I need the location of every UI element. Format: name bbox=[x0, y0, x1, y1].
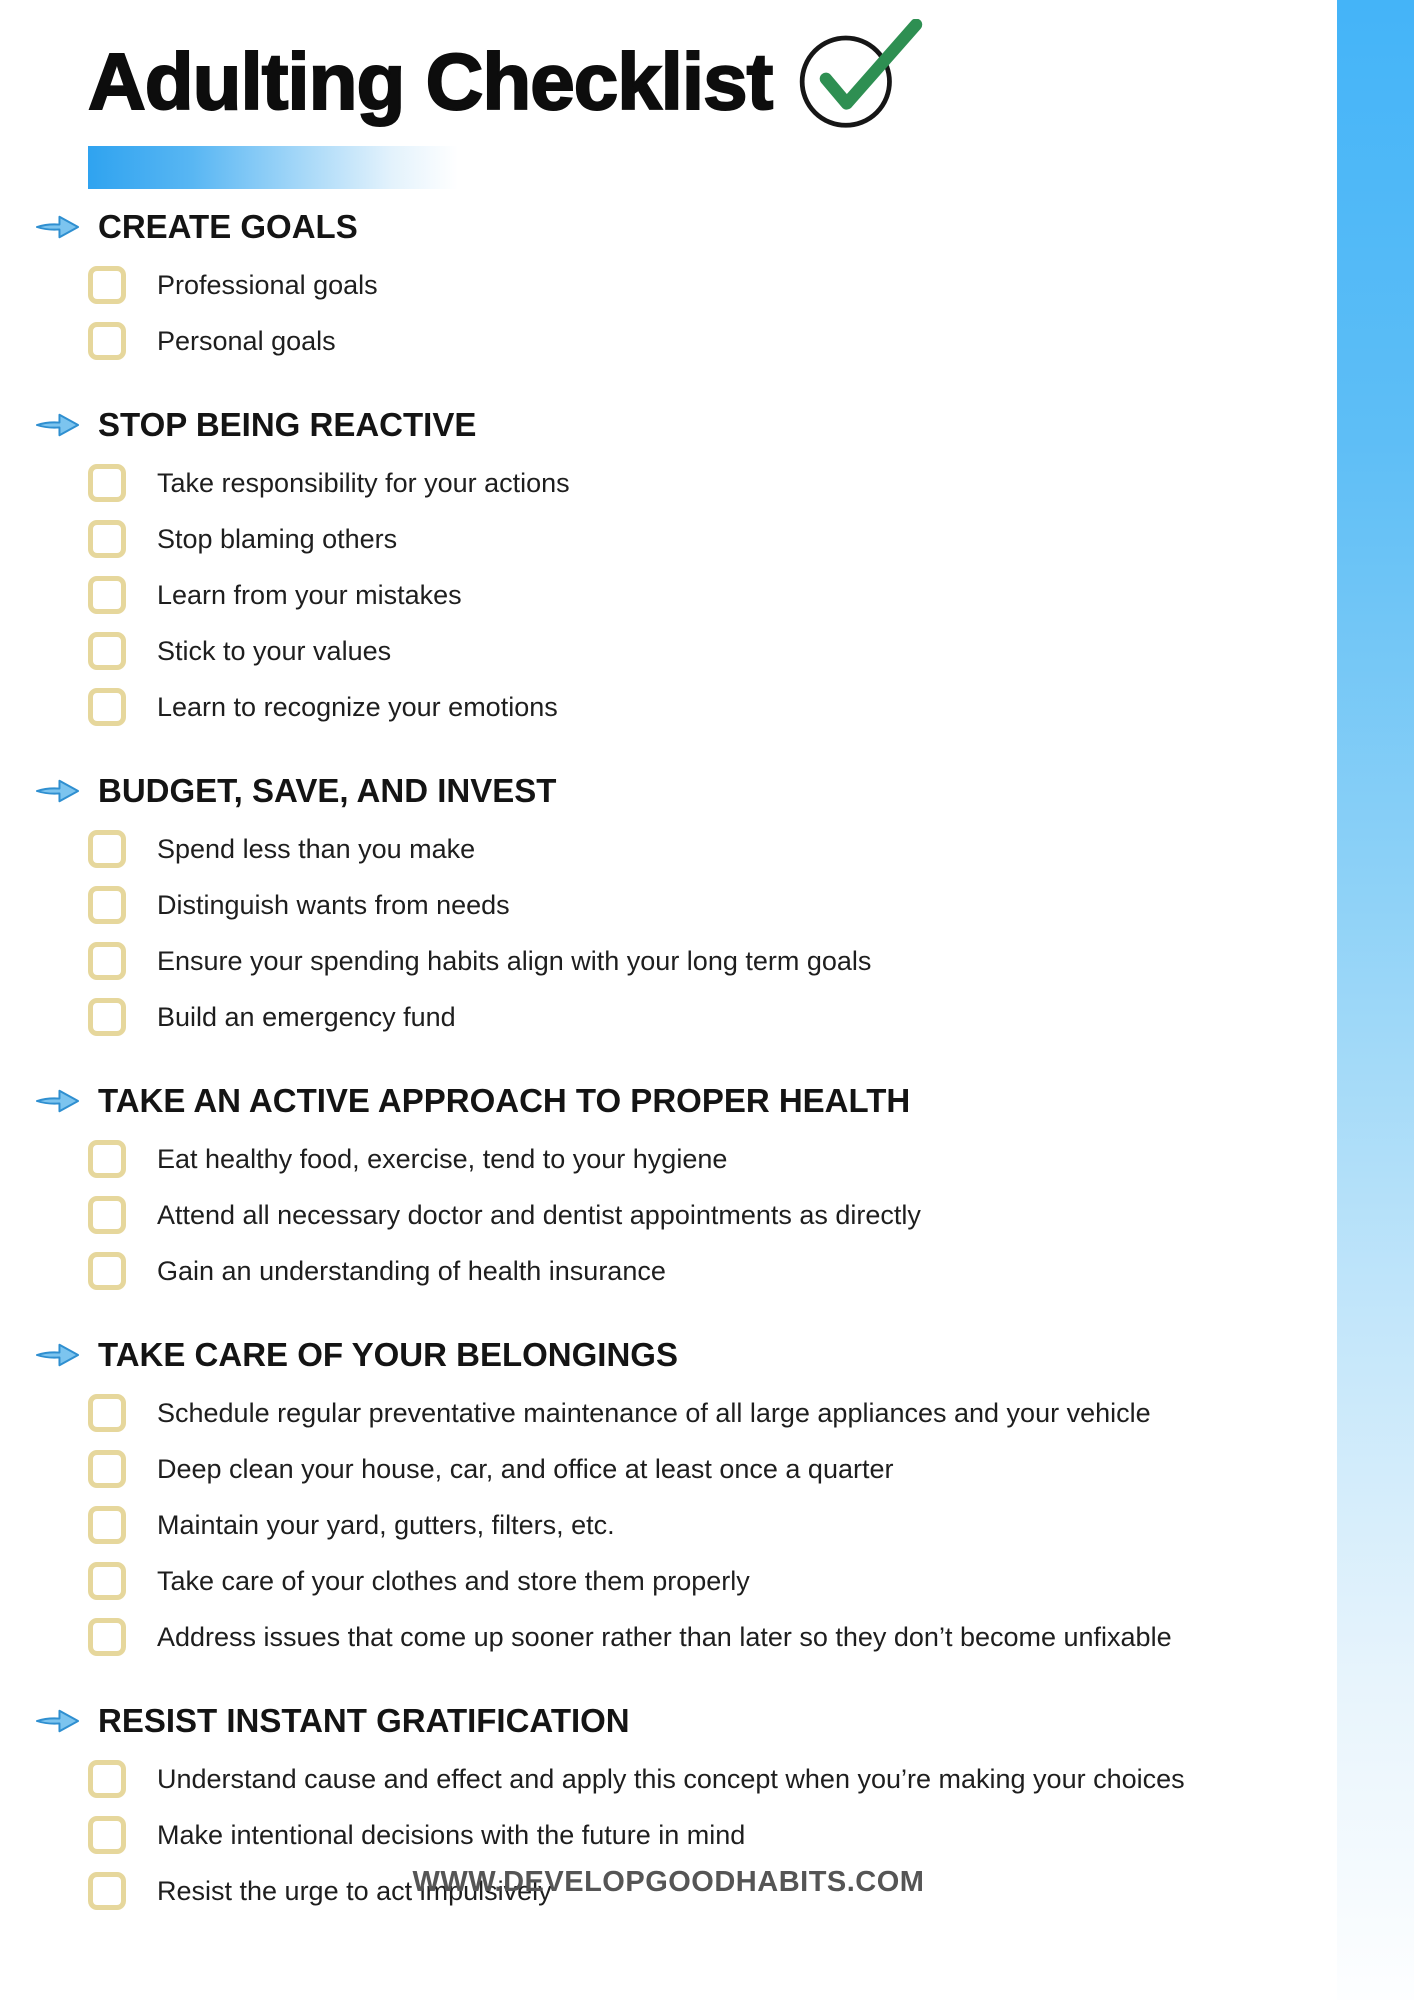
section-heading: BUDGET, SAVE, AND INVEST bbox=[98, 772, 557, 809]
checklist-item bbox=[0, 567, 1337, 623]
checkbox[interactable] bbox=[88, 576, 126, 614]
checkbox[interactable] bbox=[88, 942, 126, 980]
item-label: Resist the urge to act impulsively bbox=[157, 1875, 552, 1906]
checklist-item bbox=[0, 933, 1337, 989]
arrow-right-icon bbox=[34, 410, 81, 440]
item-label: Understand cause and effect and apply this concept when you’re making your choices bbox=[157, 1763, 1185, 1794]
checklist-item bbox=[0, 1441, 1337, 1497]
checklist-item bbox=[0, 1751, 1337, 1807]
item-label: Eat healthy food, exercise, tend to your hygiene bbox=[157, 1143, 728, 1174]
checkbox[interactable] bbox=[88, 1196, 126, 1234]
item-label: Learn to recognize your emotions bbox=[157, 691, 558, 722]
item-label: Personal goals bbox=[157, 325, 336, 356]
checkbox[interactable] bbox=[88, 1140, 126, 1178]
checkbox[interactable] bbox=[88, 632, 126, 670]
checkbox[interactable] bbox=[88, 1618, 126, 1656]
item-label: Learn from your mistakes bbox=[157, 579, 462, 610]
section-heading: TAKE AN ACTIVE APPROACH TO PROPER HEALTH bbox=[98, 1082, 911, 1119]
checklist-section-3 bbox=[0, 771, 1337, 1045]
checklist-item bbox=[0, 1553, 1337, 1609]
checklist-item bbox=[0, 623, 1337, 679]
checklist-item bbox=[0, 821, 1337, 877]
section-items bbox=[0, 257, 1337, 369]
checklist-item bbox=[0, 1131, 1337, 1187]
checkbox[interactable] bbox=[88, 266, 126, 304]
footer bbox=[0, 1866, 1337, 1899]
item-label: Make intentional decisions with the future in mind bbox=[157, 1819, 746, 1850]
checklist-item bbox=[0, 1187, 1337, 1243]
arrow-right-icon bbox=[34, 1086, 81, 1116]
checklist-section-4 bbox=[0, 1081, 1337, 1299]
arrow-right-icon bbox=[34, 1340, 81, 1370]
section-items bbox=[0, 1131, 1337, 1299]
section-heading: STOP BEING REACTIVE bbox=[98, 406, 477, 443]
section-header bbox=[0, 771, 1337, 811]
item-label: Build an emergency fund bbox=[157, 1001, 456, 1032]
item-label: Maintain your yard, gutters, filters, etc. bbox=[157, 1509, 615, 1540]
checkbox[interactable] bbox=[88, 464, 126, 502]
checklist-item bbox=[0, 313, 1337, 369]
website-url: WWW.DEVELOPGOODHABITS.COM bbox=[412, 1866, 925, 1898]
page-title: Adulting Checklist bbox=[88, 37, 773, 126]
item-label: Distinguish wants from needs bbox=[157, 889, 510, 920]
checklist-item bbox=[0, 679, 1337, 735]
circle-check-icon bbox=[798, 19, 924, 131]
section-header bbox=[0, 1335, 1337, 1375]
checklist-item bbox=[0, 1497, 1337, 1553]
item-label: Address issues that come up sooner rather than later so they don’t become unfixable bbox=[157, 1621, 1172, 1652]
checklist-item bbox=[0, 1609, 1337, 1665]
checkbox[interactable] bbox=[88, 1450, 126, 1488]
checklist-item bbox=[0, 1243, 1337, 1299]
section-header bbox=[0, 1701, 1337, 1741]
checkbox[interactable] bbox=[88, 998, 126, 1036]
checkbox[interactable] bbox=[88, 1252, 126, 1290]
item-label: Take care of your clothes and store them properly bbox=[157, 1565, 750, 1596]
section-header bbox=[0, 405, 1337, 445]
right-gradient-strip bbox=[1337, 0, 1414, 2000]
item-label: Schedule regular preventative maintenance of all large appliances and your vehicle bbox=[157, 1397, 1151, 1428]
checkbox[interactable] bbox=[88, 520, 126, 558]
checkbox[interactable] bbox=[88, 1506, 126, 1544]
section-items bbox=[0, 455, 1337, 735]
checkbox[interactable] bbox=[88, 322, 126, 360]
arrow-right-icon bbox=[34, 212, 81, 242]
title-gradient-bar bbox=[88, 146, 458, 189]
checklist-item bbox=[0, 877, 1337, 933]
item-label: Spend less than you make bbox=[157, 833, 476, 864]
checkbox[interactable] bbox=[88, 830, 126, 868]
item-label: Gain an understanding of health insurance bbox=[157, 1255, 666, 1286]
checklist-item bbox=[0, 1385, 1337, 1441]
checklist-sections bbox=[0, 207, 1337, 1919]
checklist-section-1 bbox=[0, 207, 1337, 369]
checkbox[interactable] bbox=[88, 886, 126, 924]
item-label: Ensure your spending habits align with your long term goals bbox=[157, 945, 872, 976]
item-label: Stick to your values bbox=[157, 635, 392, 666]
checklist-item bbox=[0, 511, 1337, 567]
checkbox[interactable] bbox=[88, 688, 126, 726]
section-heading: TAKE CARE OF YOUR BELONGINGS bbox=[98, 1336, 678, 1373]
checklist-section-5 bbox=[0, 1335, 1337, 1665]
item-label: Professional goals bbox=[157, 269, 378, 300]
checklist-item bbox=[0, 455, 1337, 511]
checklist-section-2 bbox=[0, 405, 1337, 735]
checklist-item bbox=[0, 989, 1337, 1045]
checklist-item bbox=[0, 1807, 1337, 1863]
checkbox[interactable] bbox=[88, 1394, 126, 1432]
item-label: Deep clean your house, car, and office at least once a quarter bbox=[157, 1453, 894, 1484]
item-label: Take responsibility for your actions bbox=[157, 467, 570, 498]
section-header bbox=[0, 207, 1337, 247]
item-label: Attend all necessary doctor and dentist appointments as directly bbox=[157, 1199, 921, 1230]
arrow-right-icon bbox=[34, 776, 81, 806]
section-items bbox=[0, 821, 1337, 1045]
checkbox[interactable] bbox=[88, 1816, 126, 1854]
checklist-item bbox=[0, 257, 1337, 313]
section-heading: CREATE GOALS bbox=[98, 208, 358, 245]
section-items bbox=[0, 1385, 1337, 1665]
checkbox[interactable] bbox=[88, 1562, 126, 1600]
item-label: Stop blaming others bbox=[157, 523, 398, 554]
arrow-right-icon bbox=[34, 1706, 81, 1736]
masthead bbox=[0, 0, 1337, 142]
section-heading: RESIST INSTANT GRATIFICATION bbox=[98, 1702, 630, 1739]
section-header bbox=[0, 1081, 1337, 1121]
checkbox[interactable] bbox=[88, 1760, 126, 1798]
